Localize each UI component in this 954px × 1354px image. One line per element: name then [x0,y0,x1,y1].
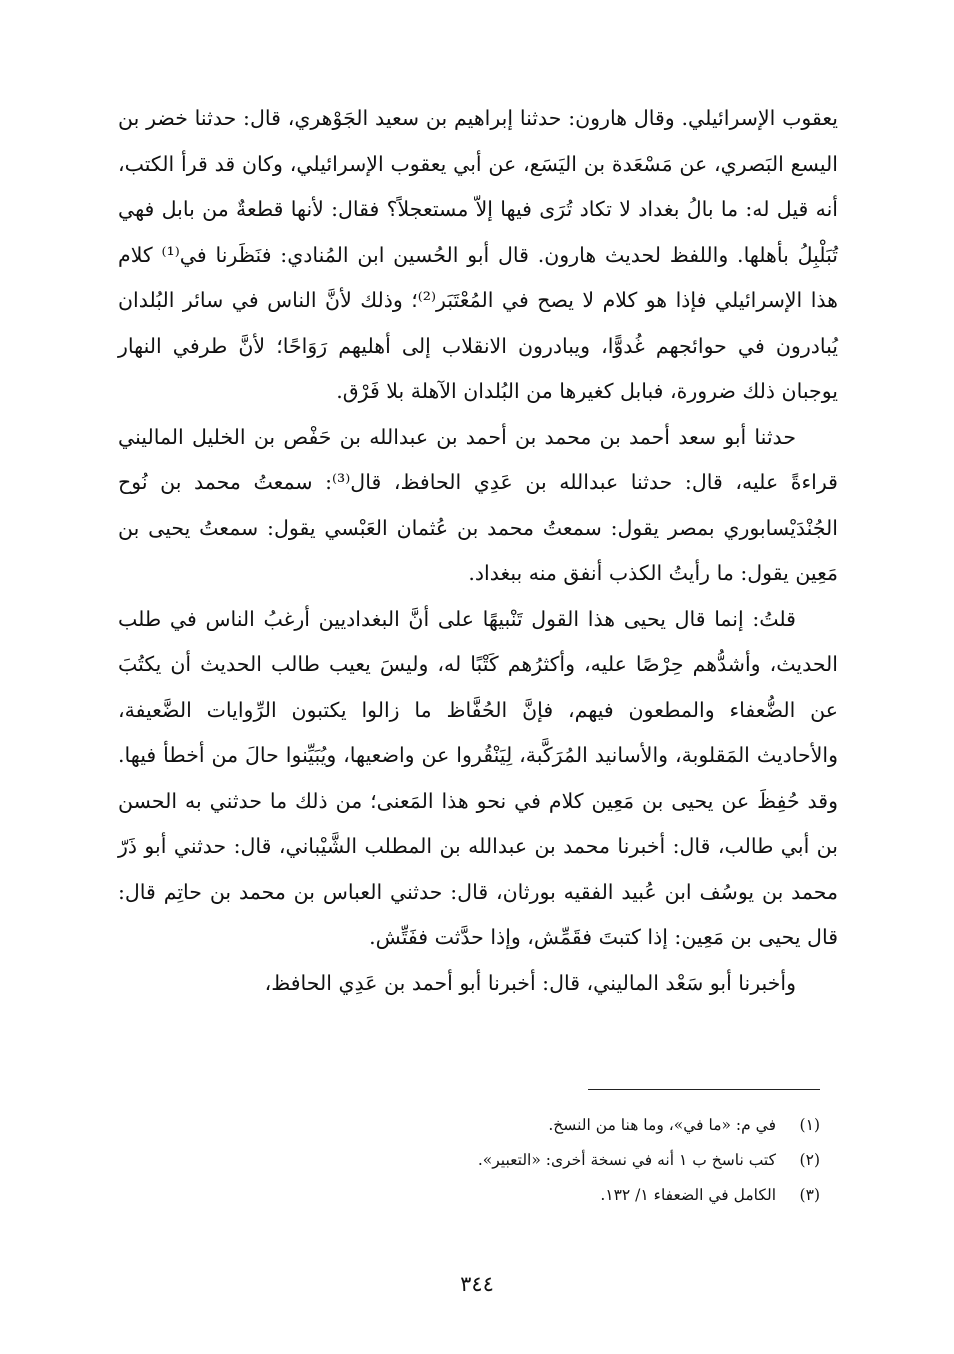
footnote-text: كتب ناسخ ب ١ أنه في نسخة أخرى: «التعبير». [477,1151,776,1169]
paragraph: حدثنا أبو سعد أحمد بن محمد بن أحمد بن عبدالله بن حَفْص بن الخليل الماليني قراءةً عليه، قال: حدثنا عبدالله بن عَدِي الحافظ، قال⁽³⁾: سمعتُ محمد بن نُوح الجُنْدَيْسابوري بمصر يقول: سمعتُ محمد بن عُثمان العَبْسي يقول: سمعتُ يحيى بن مَعِين يقول: ما رأيتُ الكذب أنفق منه ببغداد. [118,424,838,585]
footnote-separator [588,1089,820,1090]
page-number: ٣٤٤ [460,1272,494,1296]
footnote [300,1178,820,1213]
paragraph: وأخبرنا أبو سَعْد الماليني، قال: أخبرنا أبو أحمد بن عَدِي الحافظ، [264,970,796,995]
footnote-text: الكامل في الضعفاء ١/ ١٣٢. [600,1186,776,1204]
paragraph: قلتُ: إنما قال يحيى هذا القول تَنْبيهًا على أنَّ البغداديين أرغبُ الناس في طلب الحديث، وأشدُّهم حِرْصًا عليه، وأكثرُهم كَتْبًا له، وليسَ يعيب طالب الحديث أن يكتُبَ عن الضُّعفاء والمطعون فيهم، فإنَّ الحُفَّاظ ما زالوا يكتبون الرِّوايات الضَّعيفة، والأحاديث المَقلوبة، والأسانيد المُرَكَّبة، لِيَنْقُروا عن واضعيها، ويُبَيِّنوا حالَ من أخطأ فيها. وقد حُفِظَ عن يحيى بن مَعِين كلام في نحو هذا المَعنى؛ من ذلك ما حدثني به الحسن بن أبي طالب، قال: أخبرنا محمد بن عبدالله بن المطلب الشَّيْباني، قال: حدثني أبو ذَرّ محمد بن يوسُف ابن عُبيد الفقيه بورثان، قال: حدثني العباس بن محمد بن حاتِم قال: قال يحيى بن مَعِين: إذا كتبتَ فقَمِّش، وإذا حدَّثت ففَتِّش. [118,606,838,949]
paragraph: يعقوب الإسرائيلي. وقال هارون: حدثنا إبراهيم بن سعيد الجَوْهري، قال: حدثنا خضر بن اليسع البَصري، عن مَسْعَدة بن اليَسَع، عن أبي يعقوب الإسرائيلي، وكان قد قرأ الكتب، أنه قيل له: ما بالُ بغداد لا تكاد تُرَى فيها إلاّ مستعجلاً؟ فقال: لأنها قطعةٌ من بابل فهي تُبَلْبِلُ بأهلها. واللفظ لحديث هارون. قال أبو الحُسين ابن المُنادي: فنَظَرنا في⁽¹⁾ كلام هذا الإسرائيلي فإذا هو كلام لا يصح في المُعْتَبَر⁽²⁾؛ وذلك لأنَّ الناس في سائر البُلدان يُبادرون في حوائجهم غُدوًّا، ويبادرون الانقلاب إلى أهليهم رَوَاحًا؛ لأنَّ طرفي النهار يوجبان ذلك ضرورة، فبابل كغيرها من البُلدان الآهلة بلا فَرْق. [118,106,838,403]
footnote [300,1143,820,1178]
footnote [300,1108,820,1143]
footnote-number: (١) [799,1116,820,1134]
main-text [118,96,838,1006]
footnote-number: (٣) [799,1186,820,1204]
footnotes [300,1108,820,1213]
footnote-number: (٢) [799,1151,820,1169]
footnote-text: في م: «ما في»، وما هنا من النسخ. [548,1116,776,1134]
